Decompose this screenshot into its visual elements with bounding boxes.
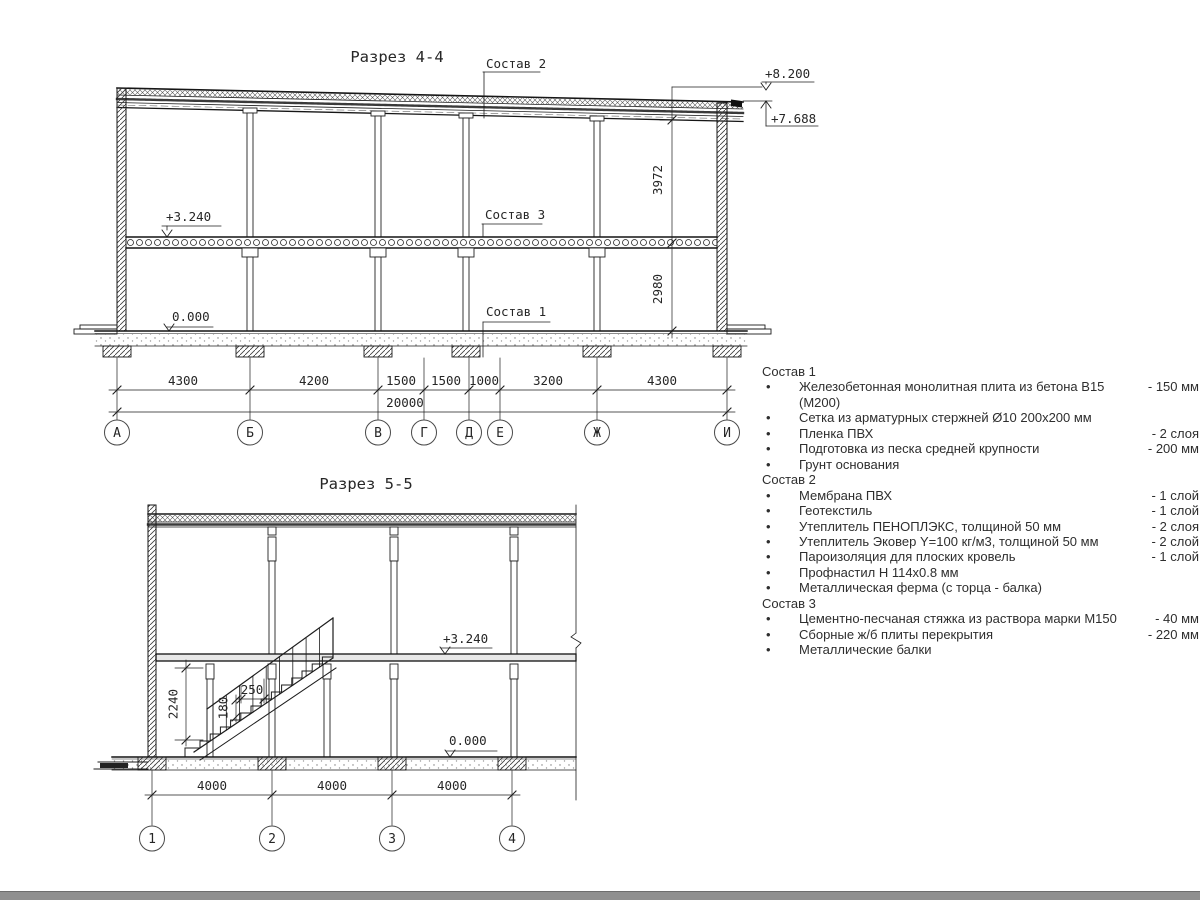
bullet-icon: •: [766, 642, 771, 658]
dim-2980: 2980: [650, 273, 665, 305]
legend-item-text: Утеплитель Эковер Y=100 кг/м3, толщиной 50 мм: [799, 533, 1099, 549]
ground-slab-5-5: [94, 757, 576, 770]
legend-item-text: Металлические балки: [799, 642, 932, 658]
bullet-icon: •: [766, 487, 771, 503]
legend-item-text: Профнастил Н 114х0.8 мм: [799, 564, 959, 580]
dim-value: 1000: [468, 373, 500, 388]
sostav-1-label: Состав 1: [486, 304, 547, 319]
legend-item-value: - 150 мм: [1147, 379, 1199, 395]
bullet-icon: •: [766, 564, 771, 580]
entry-step-5-5: [100, 763, 128, 768]
sostav-2-label: Состав 2: [486, 56, 547, 71]
bullet-icon: •: [766, 533, 771, 549]
legend-item-text: Сетка из арматурных стержней Ø10 200х200 мм: [799, 410, 1092, 426]
legend-item-text: Мембрана ПВХ: [799, 487, 893, 503]
legend-section-title: Состав 2: [762, 472, 816, 488]
roof-5-5: [148, 514, 576, 527]
legend-item-value: - 2 слоя: [1151, 425, 1199, 441]
dim-value: 1500: [430, 373, 462, 388]
legend-item-text: Металлическая ферма (с торца - балка): [799, 580, 1042, 596]
bullet-icon: •: [766, 425, 771, 441]
dim-value: 4000: [436, 778, 468, 793]
axis-bubbles-4-4: [105, 420, 740, 445]
dimension-chain-4-4: [109, 358, 735, 420]
axis-bubble-label: 3: [388, 832, 396, 847]
window-bottom-edge: [0, 891, 1200, 900]
legend-item-value: - 220 мм: [1147, 626, 1199, 642]
legend-item: [762, 580, 1199, 595]
bullet-icon: •: [766, 611, 771, 627]
legend-item: [762, 627, 1199, 642]
legend-item-value: - 200 мм: [1147, 441, 1199, 457]
ground-slab-4-4: [74, 325, 771, 357]
legend-item: [762, 379, 1199, 410]
legend-item-text: Утеплитель ПЕНОПЛЭКС, толщиной 50 мм: [799, 518, 1062, 534]
legend-item-value: - 2 слой: [1151, 533, 1199, 549]
section-cut-line: [571, 505, 581, 800]
lower-columns-4-4: [242, 248, 605, 331]
dim-value: 4300: [646, 373, 678, 388]
sostav-3-label: Состав 3: [485, 207, 546, 222]
vertical-dims-4-4: [650, 87, 688, 338]
bullet-icon: •: [766, 503, 771, 519]
legend-item-text: Сборные ж/б плиты перекрытия: [799, 626, 994, 642]
dim-value: 4000: [196, 778, 228, 793]
bullet-icon: •: [766, 379, 771, 395]
bullet-icon: •: [766, 626, 771, 642]
elevation-marks-5-5: [440, 631, 497, 757]
floor-slab-5-5: [156, 654, 576, 661]
legend-item-value: - 1 слой: [1151, 503, 1199, 519]
bullet-icon: •: [766, 456, 771, 472]
legend-item: [762, 457, 1199, 472]
legend-item: [762, 441, 1199, 456]
dimension-chain-5-5: [145, 771, 520, 825]
axis-bubble-label: Г: [420, 426, 428, 441]
legend-item-value: [1193, 565, 1199, 580]
legend-item: [762, 642, 1199, 657]
legend-item: [762, 426, 1199, 441]
dim-value: 4200: [298, 373, 330, 388]
section-5-5: [94, 475, 581, 851]
legend-item-value: - 2 слоя: [1151, 518, 1199, 534]
bullet-icon: •: [766, 580, 771, 596]
legend-item: [762, 534, 1199, 549]
legend-item-value: - 1 слой: [1151, 549, 1199, 565]
bullet-icon: •: [766, 518, 771, 534]
axis-bubble-label: Д: [465, 426, 473, 441]
legend-item-value: [1193, 580, 1199, 595]
axis-bubble-label: Ж: [593, 426, 601, 441]
legend-item-value: [1193, 642, 1199, 657]
elevation-0000-44: 0.000: [172, 309, 210, 324]
legend-item: [762, 611, 1199, 626]
floor-slab-4-4: [126, 237, 717, 248]
elevation-0000-55: 0.000: [449, 733, 487, 748]
dim-3972: 3972: [650, 164, 665, 196]
dim-value: 4000: [316, 778, 348, 793]
axis-bubble-label: В: [374, 426, 382, 441]
legend-item-value: [1193, 457, 1199, 472]
legend-item-text: Грунт основания: [799, 456, 900, 472]
elevation-7688: +7.688: [771, 111, 817, 126]
legend-item-text: Геотекстиль: [799, 503, 873, 519]
legend-item-value: [1193, 410, 1199, 425]
legend-item: [762, 549, 1199, 564]
dim-2240: 2240: [165, 688, 181, 720]
dim-value: 1500: [385, 373, 417, 388]
footings-4-4: [103, 346, 741, 357]
materials-legend: [762, 364, 1199, 658]
axis-bubble-label: 2: [268, 832, 276, 847]
legend-item-text: Пароизоляция для плоских кровель: [799, 549, 1016, 565]
legend-item-value: - 1 слой: [1151, 487, 1199, 503]
bullet-icon: •: [766, 441, 771, 457]
legend-section-title: Состав 3: [762, 595, 816, 611]
wall-5-5: [148, 505, 156, 757]
legend-item: [762, 488, 1199, 503]
legend-item-text: Цементно-песчаная стяжка из раствора марки М150: [799, 611, 1117, 627]
section-5-5-title: Разрез 5-5: [319, 475, 413, 493]
axis-bubble-label: И: [723, 426, 731, 441]
elevation-3240-44: +3.240: [166, 209, 212, 224]
upper-columns-4-4: [243, 108, 604, 237]
axis-bubble-label: А: [113, 426, 121, 441]
legend-item-text: Железобетонная монолитная плита из бетона В15 (М200): [799, 379, 1105, 410]
dim-250: 250: [240, 682, 264, 697]
elevation-8200: +8.200: [765, 66, 811, 81]
axis-bubble-label: 1: [148, 832, 156, 847]
legend-item: [762, 565, 1199, 580]
section-4-4-title: Разрез 4-4: [350, 48, 444, 66]
dim-value: 4300: [167, 373, 199, 388]
legend-item: [762, 519, 1199, 534]
legend-item: [762, 503, 1199, 518]
roof-4-4: [117, 88, 743, 122]
axis-bubble-label: 4: [508, 832, 516, 847]
bullet-icon: •: [766, 410, 771, 426]
legend-item-text: Подготовка из песка средней крупности: [799, 441, 1040, 457]
dim-total-20000: 20000: [386, 395, 424, 410]
legend-section-title: Состав 1: [762, 364, 816, 379]
axis-bubble-label: Б: [246, 426, 254, 441]
legend-item-value: - 40 мм: [1155, 611, 1199, 627]
axis-bubbles-5-5: [140, 826, 525, 851]
entrance-steps: [74, 325, 771, 334]
bullet-icon: •: [766, 549, 771, 565]
dim-180: 180: [215, 696, 231, 720]
legend-item-text: Пленка ПВХ: [799, 425, 874, 441]
section-4-4: [74, 48, 818, 445]
dim-value: 3200: [532, 373, 564, 388]
legend-item: [762, 410, 1199, 425]
axis-bubble-label: Е: [496, 426, 504, 441]
elevation-3240-55: +3.240: [443, 631, 489, 646]
